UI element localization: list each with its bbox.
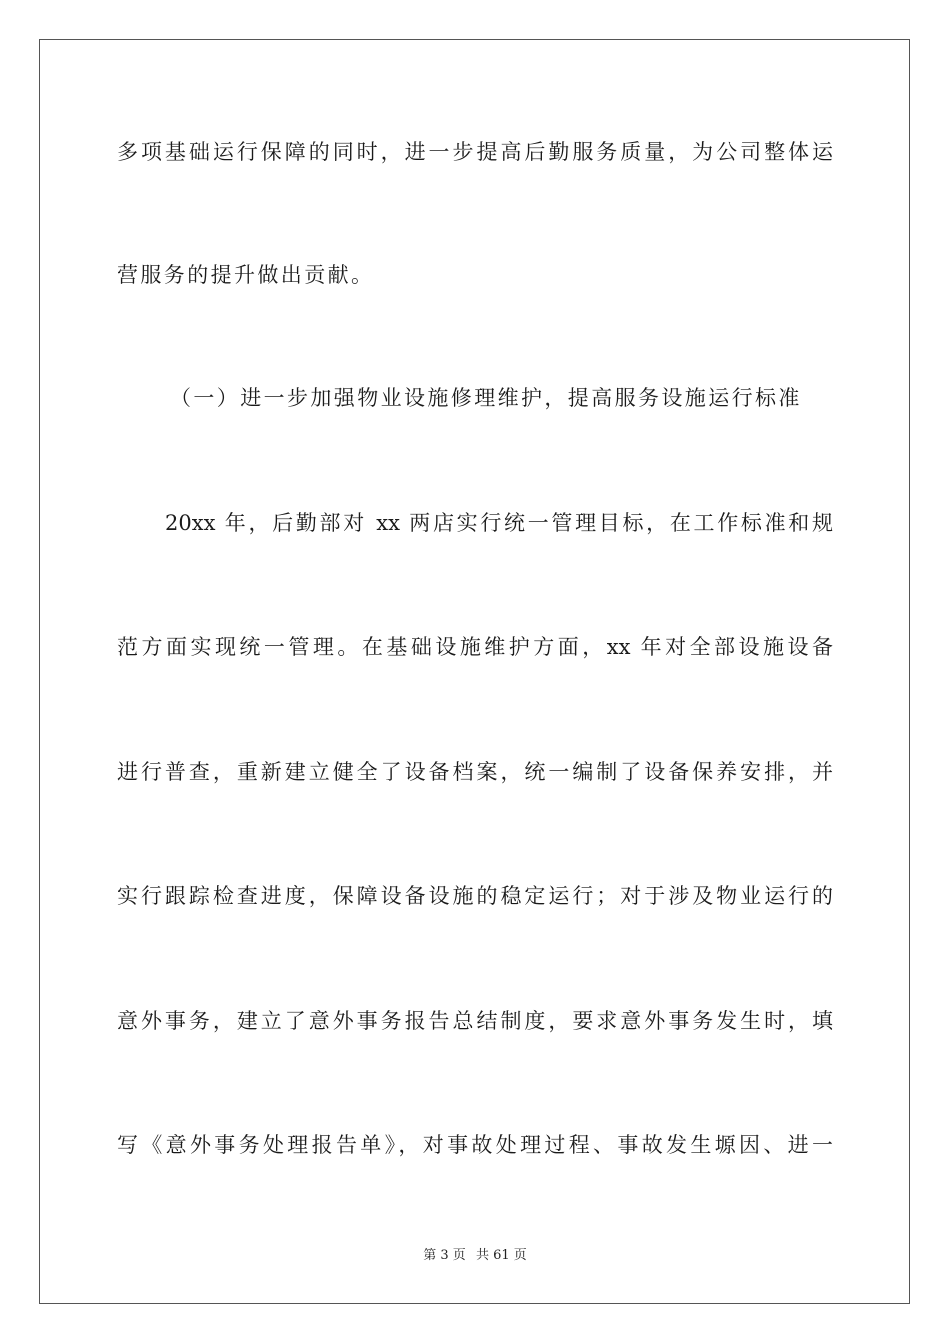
body-text-line: 写《意外事务处理报告单》，对事故处理过程、事故发生塬因、进一 [117,1133,833,1157]
body-text-line: 多项基础运行保障的同时，进一步提高后勤服务质量，为公司整体运 [117,140,833,164]
section-heading: （一）进一步加强物业设施修理维护，提高服务设施运行标准 [170,386,802,410]
body-text-line: 实行跟踪检查进度，保障设备设施的稳定运行；对于涉及物业运行的 [117,884,833,908]
page-border [39,39,910,1304]
page-total: 共 61 页 [475,1248,527,1263]
page-number: 第 3 页 [423,1248,466,1263]
body-text-line: 进行普查，重新建立健全了设备档案，统一编制了设备保养安排，并 [117,760,833,784]
body-text-line: 营服务的提升做出贡献。 [117,263,375,287]
body-text-line: 20xx 年，后勤部对 xx 两店实行统一管理目标，在工作标准和规 [165,511,833,535]
page-footer [0,1247,950,1265]
body-text-line: 范方面实现统一管理。在基础设施维护方面，xx 年对全部设施设备 [117,635,833,659]
body-text-line: 意外事务，建立了意外事务报告总结制度，要求意外事务发生时，填 [117,1009,833,1033]
